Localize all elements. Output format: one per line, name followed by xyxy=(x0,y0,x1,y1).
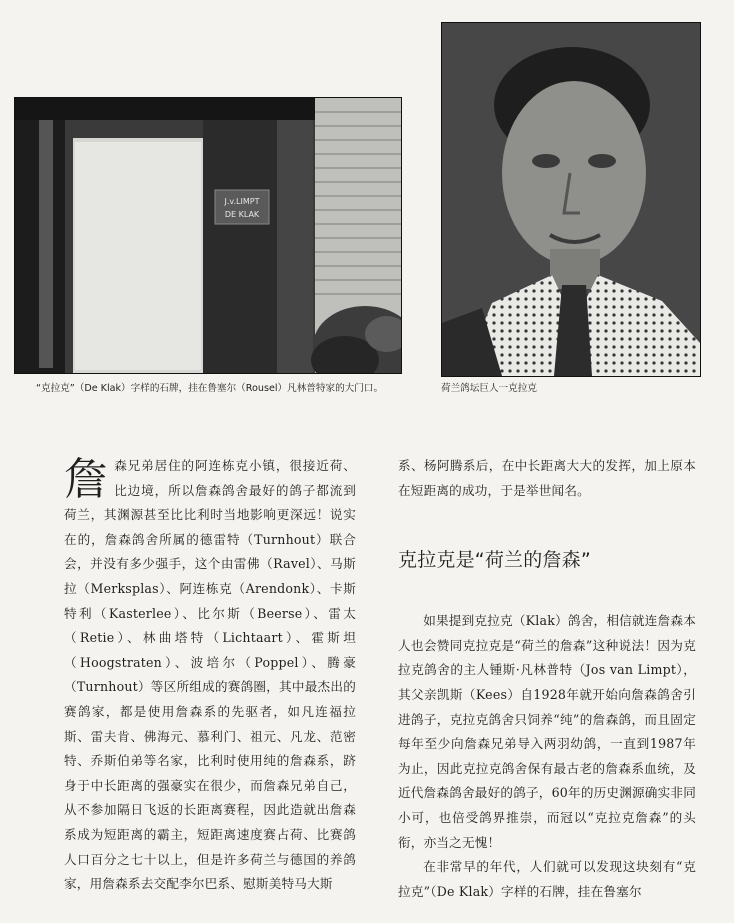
article-right-column xyxy=(398,454,696,904)
gate-illustration xyxy=(15,98,401,373)
article-paragraph-continued: 系、杨阿腾系后，在中长距离大大的发挥，加上原本在短距离的成功，于是举世闻名。 xyxy=(398,458,696,498)
section-heading: 克拉克是“荷兰的詹森” xyxy=(398,549,591,572)
caption-gate-photo: “克拉克”（De Klak）字样的石牌，挂在鲁塞尔（Rousel）凡林普特家的大门口。 xyxy=(36,383,384,394)
plaque-line-2: DE KLAK xyxy=(224,210,260,219)
plaque-line-1: J.v.LIMPT xyxy=(224,197,260,206)
drop-cap: 詹 xyxy=(64,454,109,505)
portrait-photo xyxy=(441,22,701,377)
portrait-illustration xyxy=(442,23,700,376)
article-paragraph-3: 在非常早的年代，人们就可以发现这块刻有“克拉克”（De Klak）字样的石牌，挂在鲁塞尔 xyxy=(398,859,696,899)
article-paragraph-1: 森兄弟居住的阿连栋克小镇，很接近荷、比边境，所以詹森鸽舍最好的鸽子都流到荷兰，其渊源甚至比比利时当地影响更深远！说实在的，詹森鸽舍所属的德雷特（Turnhout）联合会，并没有多少强手，这个由雷佛（Ravel）、马斯拉（Merksplas）、阿连栋克（Arendonk）、卡斯特利（Kasterlee）、比尔斯（Beerse）、雷太（Retie）、林曲塔特（Lichtaart）、霍斯坦（Hoogstraten）、波培尔（Poppel）、腾豪（Turnhout）等区所组成的赛鸽圈，其中最杰出的赛鸽家，都是使用詹森系的先驱者，如凡连福拉斯、雷夫肯、佛海元、慕利门、祖元、凡龙、范密特、乔斯伯弟等名家，比利时使用纯的詹森系，跻身于中长距离的强豪实在很少，而詹森兄弟自己，从不参加隔日飞返的长距离赛程，因此造就出詹森系成为短距离的霸主，短距离速度赛占荷、比赛鸽人口百分之七十以上，但是许多荷兰与德国的养鸽家，用詹森系去交配李尔巴系、慰斯美特马大斯 xyxy=(64,458,356,892)
gate-photo xyxy=(14,97,402,374)
caption-portrait-photo: 荷兰鸽坛巨人一克拉克 xyxy=(441,383,537,394)
article-paragraph-2: 如果提到克拉克（Klak）鸽舍，相信就连詹森本人也会赞同克拉克是“荷兰的詹森”这种说法！因为克拉克鸽舍的主人锺斯·凡林普特（Jos van Limpt），其父亲凯斯（Kees）自1928年就开始向詹森鸽舍引进鸽子，克拉克鸽舍只饲养“纯”的詹森鸽，而且固定每年至少向詹森兄弟导入两羽幼鸽，一直到1987年为止，因此克拉克鸽舍保有最古老的詹森系血统，及近代詹森鸽舍最好的鸽子，60年的历史渊源确实非同小可，也倍受鸽界推崇，而冠以“克拉克詹森”的头衔，亦当之无愧！ xyxy=(398,613,696,850)
article-left-column xyxy=(64,454,356,897)
